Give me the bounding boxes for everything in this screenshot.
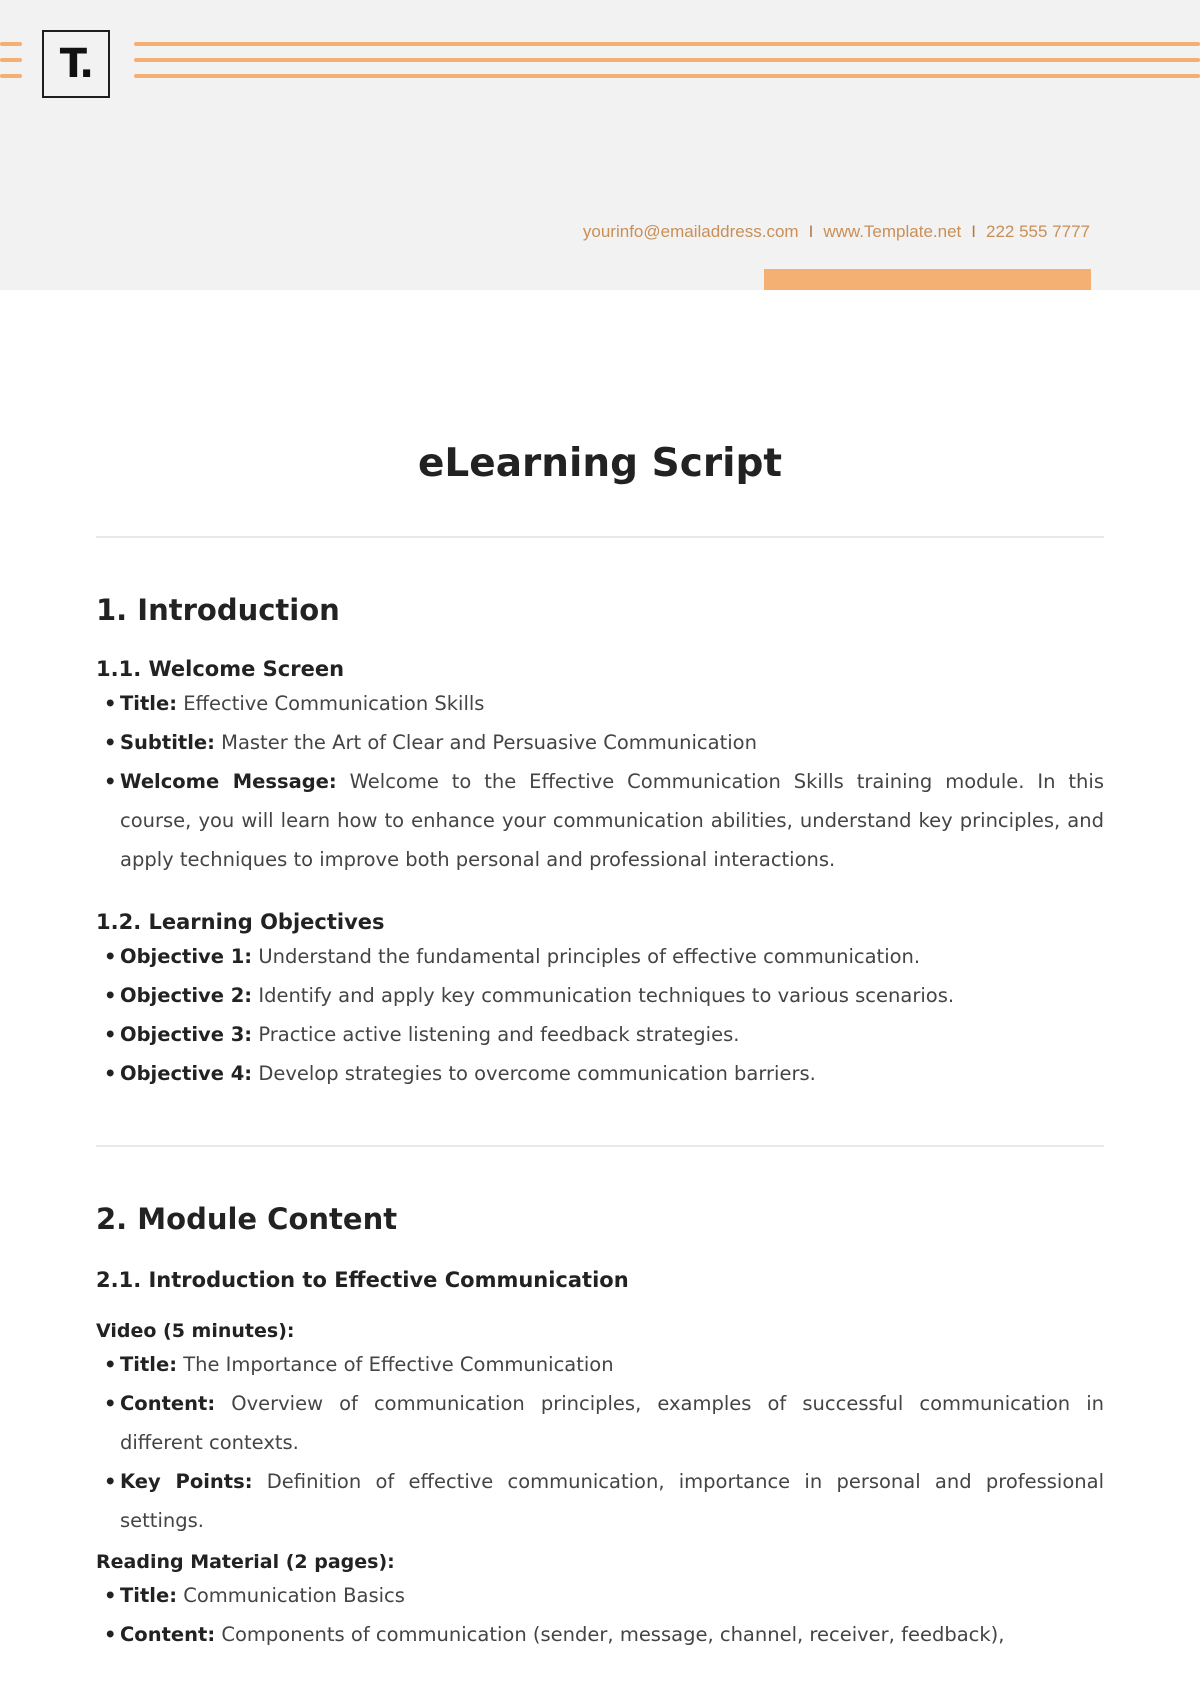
- item-text: Master the Art of Clear and Persuasive Communication: [221, 731, 757, 754]
- contact-separator: I: [971, 222, 976, 241]
- list-item: [96, 1576, 1104, 1615]
- page-header: [0, 0, 1200, 290]
- list-item: [96, 1462, 1104, 1540]
- subsection-heading: 1.2. Learning Objectives: [96, 910, 385, 934]
- item-text: Effective Communication Skills: [183, 692, 485, 715]
- section-divider: [96, 536, 1104, 538]
- item-text: Understand the fundamental principles of effective communication.: [258, 945, 921, 968]
- header-stripe: [134, 42, 1200, 46]
- list-item: [96, 937, 1104, 976]
- item-text: Definition of effective communication, importance in personal and professional settings.: [120, 1470, 1105, 1532]
- item-label: Title:: [120, 692, 178, 715]
- item-label: Objective 2:: [120, 984, 253, 1007]
- header-stripe: [0, 74, 22, 78]
- block-label: Video (5 minutes):: [96, 1320, 295, 1342]
- header-stripe: [0, 58, 22, 62]
- item-text: Welcome to the Effective Communication Skills training module. In this course, you will learn how to enhance your communication abilities, understand key principles, and apply techniques to improve both personal and professional interactions.: [120, 770, 1104, 871]
- header-stripe: [134, 74, 1200, 78]
- item-label: Key Points:: [120, 1470, 253, 1493]
- list-item: [96, 1015, 1104, 1054]
- item-text: Develop strategies to overcome communication barriers.: [258, 1062, 816, 1085]
- contact-email[interactable]: yourinfo@emailaddress.com: [582, 222, 799, 241]
- item-label: Title:: [120, 1353, 178, 1376]
- logo-text: T.: [59, 41, 93, 87]
- item-text: Practice active listening and feedback strategies.: [258, 1023, 740, 1046]
- contact-info: [583, 222, 1090, 242]
- list-item: [96, 723, 1104, 762]
- bullet-list: [96, 937, 1104, 1093]
- header-accent-bar: [764, 269, 1091, 290]
- header-stripe: [134, 58, 1200, 62]
- item-label: Objective 3:: [120, 1023, 253, 1046]
- section-divider: [96, 1145, 1104, 1147]
- document-title: eLearning Script: [417, 441, 783, 486]
- subsection-heading: 1.1. Welcome Screen: [96, 657, 345, 681]
- contact-separator: I: [808, 222, 814, 241]
- header-stripe: [0, 42, 22, 46]
- document-body: [96, 438, 1104, 1654]
- item-label: Objective 4:: [120, 1062, 253, 1085]
- list-item: [96, 976, 1104, 1015]
- block-label: Reading Material (2 pages):: [96, 1551, 395, 1573]
- contact-phone: 222 555 7777: [986, 222, 1090, 241]
- brand-logo: [42, 30, 110, 98]
- item-text: Identify and apply key communication techniques to various scenarios.: [258, 984, 955, 1007]
- item-text: Communication Basics: [183, 1584, 405, 1607]
- list-item: [96, 1384, 1104, 1462]
- bullet-list: [96, 1345, 1104, 1540]
- item-label: Title:: [120, 1584, 178, 1607]
- item-label: Objective 1:: [120, 945, 253, 968]
- contact-website[interactable]: www.Template.net: [823, 222, 962, 241]
- item-label: Welcome Message:: [120, 770, 337, 793]
- bullet-list: [96, 1576, 1104, 1654]
- list-item: [96, 762, 1104, 879]
- item-text: The Importance of Effective Communication: [183, 1353, 614, 1376]
- item-label: Content:: [120, 1392, 216, 1415]
- list-item: [96, 1345, 1104, 1384]
- item-text: Overview of communication principles, examples of successful communication in different contexts.: [120, 1392, 1104, 1454]
- section-heading: 2. Module Content: [96, 1202, 398, 1236]
- item-text: Components of communication (sender, message, channel, receiver, feedback),: [221, 1623, 1005, 1646]
- bullet-list: [96, 684, 1104, 879]
- section-heading: 1. Introduction: [96, 593, 340, 627]
- item-label: Subtitle:: [120, 731, 215, 754]
- list-item: [96, 1054, 1104, 1093]
- item-label: Content:: [120, 1623, 216, 1646]
- subsection-heading: 2.1. Introduction to Effective Communication: [96, 1268, 629, 1292]
- list-item: [96, 684, 1104, 723]
- list-item: [96, 1615, 1104, 1654]
